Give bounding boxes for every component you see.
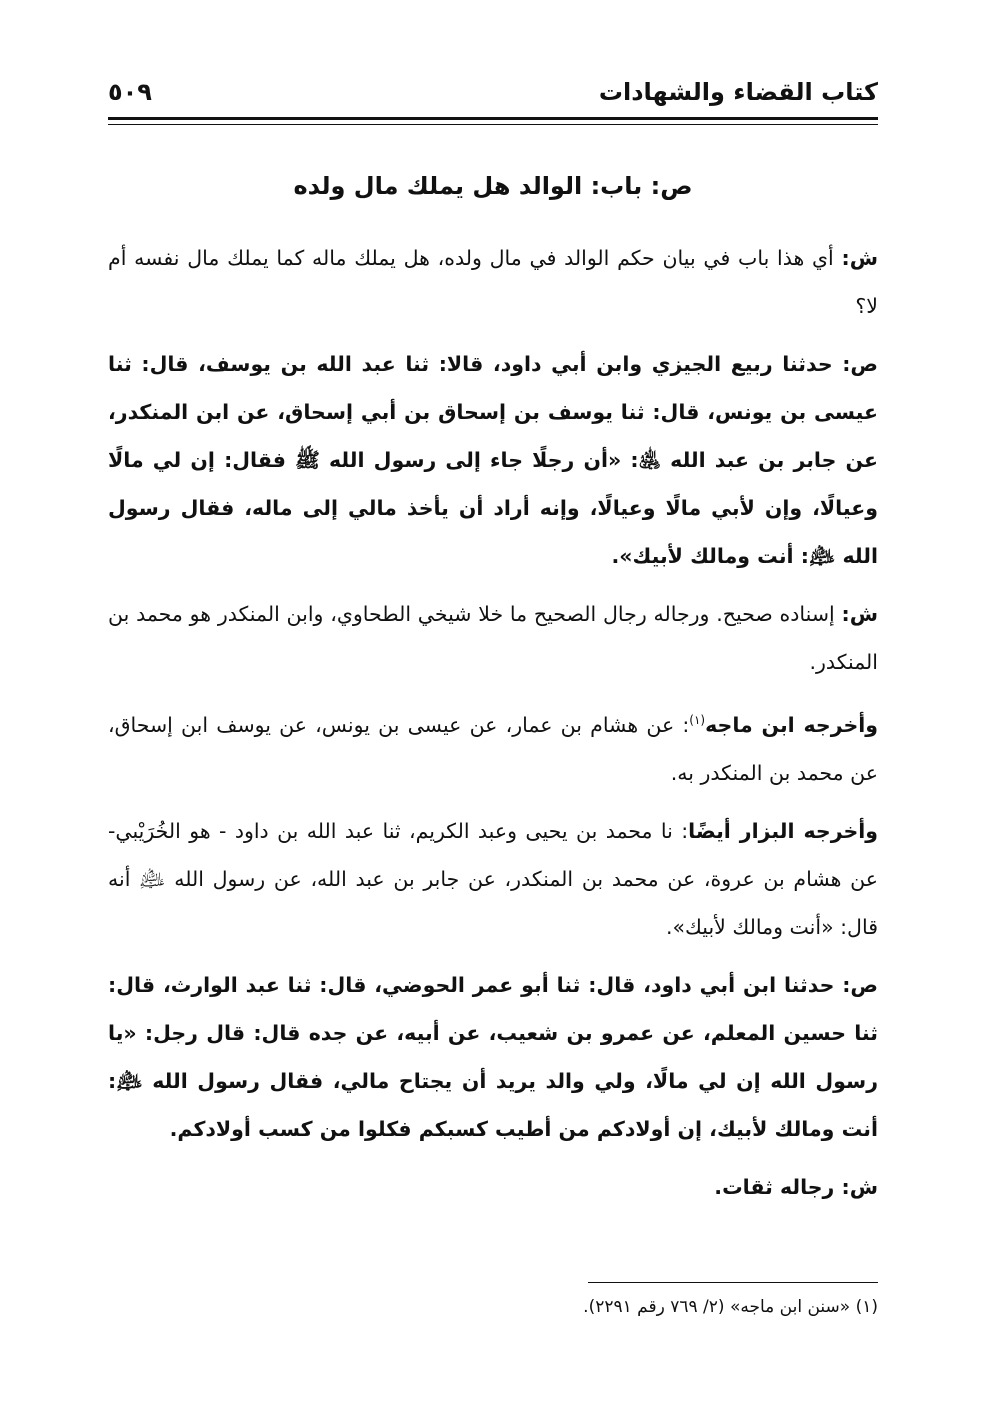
page-number: ٥٠٩ [108, 78, 152, 106]
paragraph-text: رجاله ثقات. [714, 1174, 842, 1199]
paragraph-lead: وأخرجه البزار أيضًا [688, 818, 878, 843]
paragraph-lead: ش: [841, 602, 878, 626]
paragraph-lead: وأخرجه ابن ماجه [705, 712, 878, 737]
paragraph [108, 340, 878, 580]
footnote-reference[interactable]: (١) [689, 713, 706, 727]
paragraph-text: : نا محمد بن يحيى وعبد الكريم، ثنا عبد الله بن داود - هو الخُرَيْبي- عن هشام بن عروة، عن محمد بن المنكدر، عن جابر بن عبد الله، عن رسول الله ﵇ أنه قال: «أنت ومالك لأبيك». [108, 818, 878, 939]
paragraph-text: أي هذا باب في بيان حكم الوالد في مال ولده، هل يملك ماله كما يملك مال نفسه أم لا؟ [108, 246, 878, 318]
header-rule-thin [108, 124, 878, 125]
paragraph [108, 961, 878, 1153]
paragraph [108, 1163, 878, 1211]
paragraph [108, 590, 878, 686]
paragraph-text: حدثنا ربيع الجيزي وابن أبي داود، قالا: ثنا عبد الله بن يوسف، قال: ثنا عيسى بن يونس، قال: ثنا يوسف بن إسحاق بن أبي إسحاق، عن ابن المنكدر، عن جابر بن عبد الله ﵁: «أن رجلًا جاء إلى رسول الله ﷺ فقال: إن لي مالًا وعيالًا، وإن لأبي مالًا وعيالًا، وإنه أراد أن يأخذ مالي إلى ماله، فقال رسول الله ﵇: أنت ومالك لأبيك». [108, 352, 878, 568]
running-header [108, 70, 878, 114]
paragraph-text: حدثنا ابن أبي داود، قال: ثنا أبو عمر الحوضي، قال: ثنا عبد الوارث، قال: ثنا حسين المعلم، عن عمرو بن شعيب، عن أبيه، عن جده قال: قال رجل: «يا رسول الله إن لي مالًا، ولي والد يريد أن يجتاح مالي، فقال رسول الله ﵇: أنت ومالك لأبيك، إن أولادكم من أطيب كسبكم فكلوا من كسب أولادكم. [108, 972, 878, 1141]
book-title: كتاب القضاء والشهادات [598, 78, 878, 106]
paragraph-lead: ش: [841, 246, 878, 270]
footnote-rule [588, 1282, 878, 1283]
paragraph-lead: ص: [842, 972, 878, 997]
header-rule-thick [108, 117, 878, 120]
paragraph [108, 234, 878, 330]
paragraph-lead: ص: [842, 352, 878, 376]
main-text [108, 168, 878, 1221]
paragraph-lead: ش: [841, 1174, 878, 1199]
footnote: (١) «سنن ابن ماجه» (٢/ ٧٦٩ رقم ٢٢٩١). [583, 1297, 878, 1317]
paragraph [108, 696, 878, 797]
paragraph-text: إسناده صحيح. ورجاله رجال الصحيح ما خلا شيخي الطحاوي، وابن المنكدر هو محمد بن المنكدر. [108, 602, 878, 674]
paragraph [108, 807, 878, 951]
chapter-title: ص: باب: الوالد هل يملك مال ولده [293, 172, 693, 200]
paragraph-text: : عن هشام بن عمار، عن عيسى بن يونس، عن يوسف ابن إسحاق، عن محمد بن المنكدر به. [108, 712, 878, 785]
